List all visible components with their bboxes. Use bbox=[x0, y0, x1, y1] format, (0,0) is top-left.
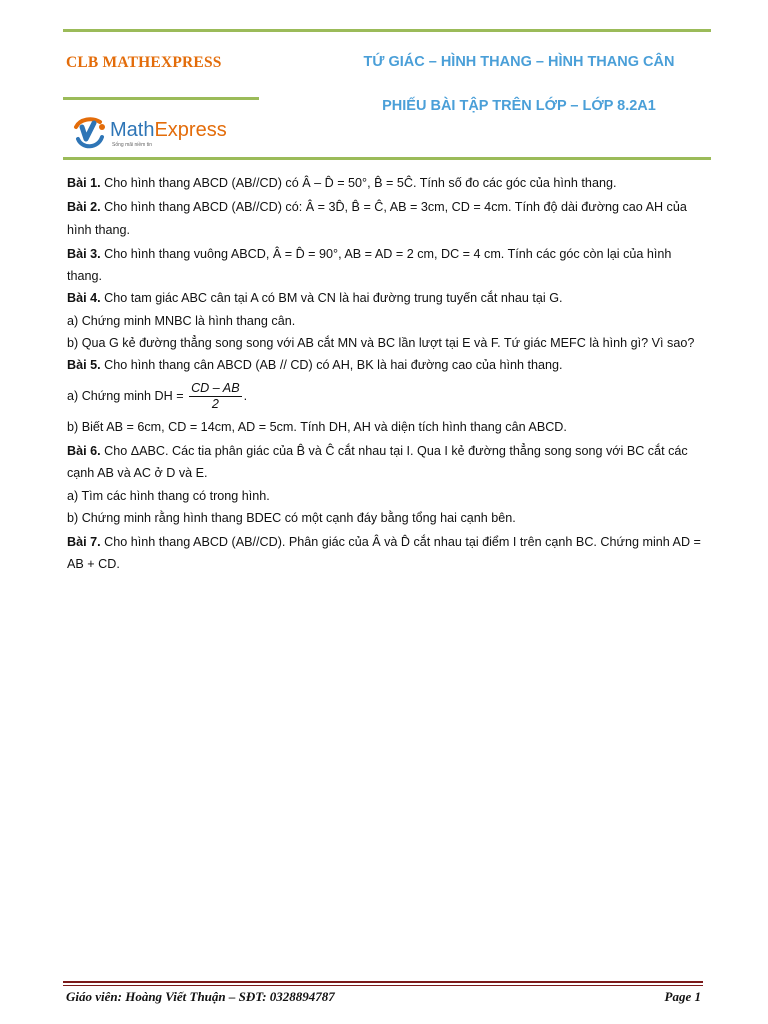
problem-6: Bài 6. Cho ΔABC. Các tia phân giác của B̂ và Ĉ cắt nhau tại I. Qua I kẻ đường thẳng song song với BC cắt các cạnh AB và AC ở D và E. bbox=[67, 443, 688, 481]
problem-4: Bài 4. Cho tam giác ABC cân tại A có BM và CN là hai đường trung tuyến cắt nhau tại G. bbox=[67, 291, 563, 306]
problem-4b: b) Qua G kẻ đường thẳng song song với AB cắt MN và BC lần lượt tại E và F. Tứ giác MEFC là hình gì? Vì sao? bbox=[67, 336, 695, 351]
problem-list bbox=[67, 172, 703, 576]
logo-swirl-icon bbox=[72, 113, 108, 151]
problem-5a: a) Chứng minh DH = $\frac{CD - AB}{2}$ . bbox=[67, 380, 248, 411]
problem-6a: a) Tìm các hình thang có trong hình. bbox=[67, 488, 270, 503]
club-name: CLB MATHEXPRESS bbox=[66, 54, 222, 71]
problem-2: Bài 2. Cho hình thang ABCD (AB//CD) có: Â = 3D̂, B̂ = Ĉ, AB = 3cm, CD = 4cm. Tính độ dài đường cao AH của hình thang. bbox=[67, 200, 687, 237]
header-top-rule bbox=[63, 29, 711, 32]
problem-3: Bài 3. Cho hình thang vuông ABCD, Â = D̂ = 90°, AB = AD = 2 cm, DC = 4 cm. Tính các góc còn lại của hình thang. bbox=[67, 246, 672, 284]
header-divider bbox=[63, 97, 259, 100]
document-title: TỨ GIÁC – HÌNH THANG – HÌNH THANG CÂN bbox=[363, 54, 675, 70]
logo-wordmark: MathExpress bbox=[110, 119, 227, 141]
header-bottom-rule bbox=[63, 157, 711, 160]
mathexpress-logo bbox=[72, 111, 242, 153]
document-subtitle: PHIẾU BÀI TẬP TRÊN LỚP – LỚP 8.2A1 bbox=[382, 98, 656, 114]
problem-5: Bài 5. Cho hình thang cân ABCD (AB // CD) có AH, BK là hai đường cao của hình thang. bbox=[67, 358, 563, 373]
problem-5b: b) Biết AB = 6cm, CD = 14cm, AD = 5cm. Tính DH, AH và diện tích hình thang cân ABCD. bbox=[67, 419, 567, 434]
footer-rule bbox=[63, 981, 703, 983]
problem-7: Bài 7. Cho hình thang ABCD (AB//CD). Phân giác của Â và D̂ cắt nhau tại điểm I trên cạnh BC. Chứng minh AD = AB + CD. bbox=[67, 535, 701, 572]
fraction: $\frac{CD - AB}{2}$ bbox=[191, 380, 240, 411]
problem-1: Bài 1. Cho hình thang ABCD (AB//CD) có Â – D̂ = 50°, B̂ = 5Ĉ. Tính số đo các góc của hình thang. bbox=[67, 176, 617, 190]
footer-rule-thin bbox=[63, 985, 703, 986]
teacher-info: Giáo viên: Hoàng Viết Thuận – SĐT: 0328894787 bbox=[66, 989, 335, 1004]
problem-4a: a) Chứng minh MNBC là hình thang cân. bbox=[67, 313, 296, 328]
page-number: Page 1 bbox=[664, 989, 701, 1004]
logo-tagline: Sống mãi niềm tin bbox=[112, 142, 153, 148]
problem-6b: b) Chứng minh rằng hình thang BDEC có một cạnh đáy bằng tổng hai cạnh bên. bbox=[67, 510, 516, 525]
